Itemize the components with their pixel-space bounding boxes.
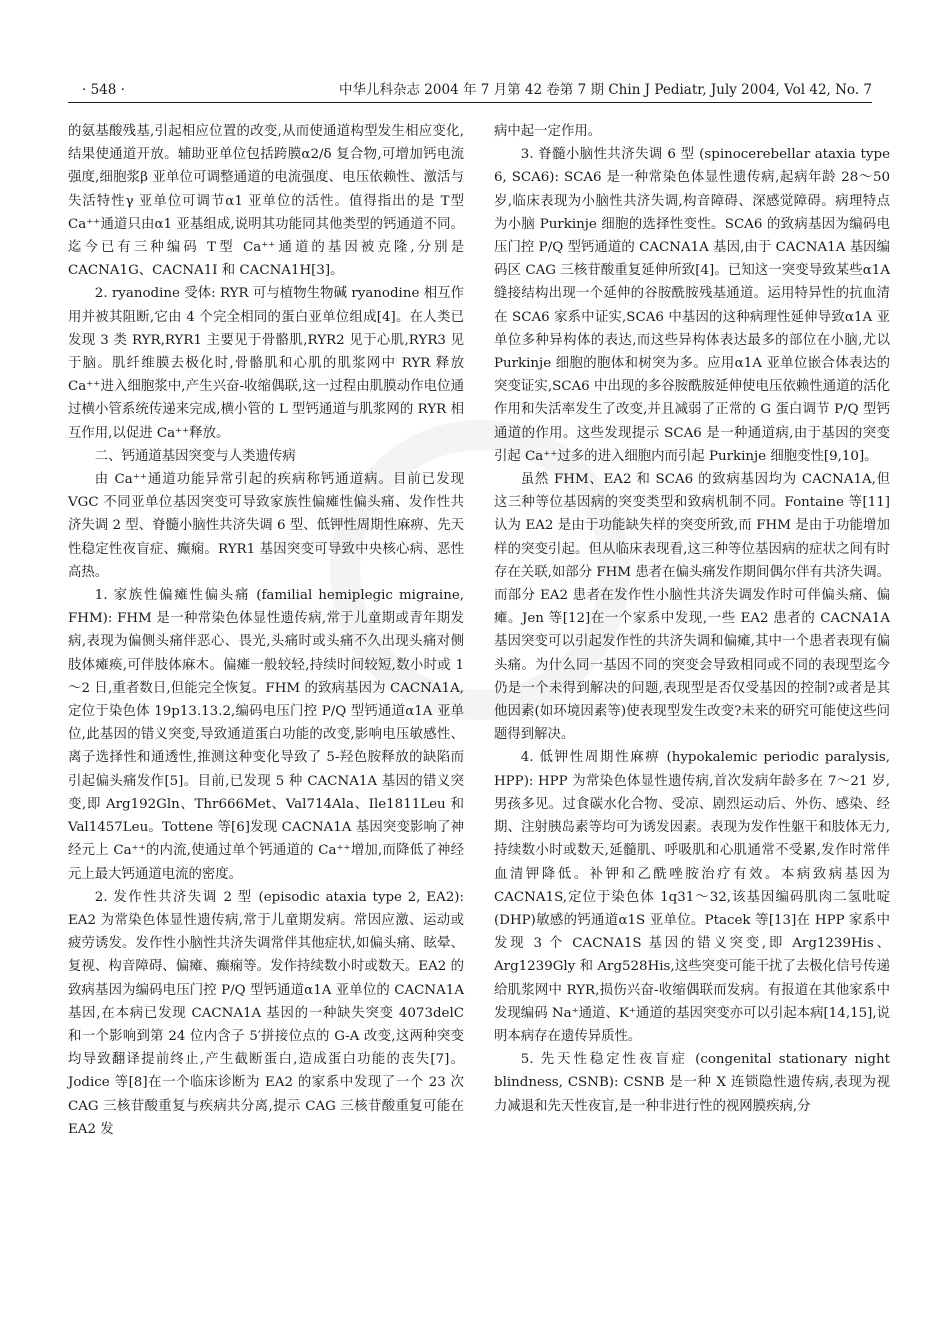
page-number: · 548 ·	[82, 82, 125, 98]
paragraph: 1. 家族性偏瘫性偏头痛 (familial hemiplegic migraine, FHM): FHM 是一种常染色体显性遗传病,常于儿童期或青年期发病,表现为偏侧头痛伴恶心、畏光,头痛时或头痛不久出现头痛对侧肢体瘫痪,可伴肢体麻木。偏瘫一般较轻,持续时间较短,数小时或 1～2 日,重者数日,但能完全恢复。FHM 的致病基因为 CACNA1A,定位于染色体 19p13.13.2,编码电压门控 P/Q 型钙通道α1A 亚单位,此基因的错义突变,导致通道蛋白功能的改变,影响电压敏感性、离子选择性和通透性,推测这种变化导致了 5-羟色胺释放的缺陷而引起偏头痛发作[5]。目前,已发现 5 种 CACNA1A 基因的错义突变,即 Arg192Gln、Thr666Met、Val714Ala、Ile1811Leu 和 Val1457Leu。Tottene 等[6]发现 CACNA1A 基因突变影响了神经元上 Ca⁺⁺的内流,使通过单个钙通道的 Ca⁺⁺增加,而降低了神经元上最大钙通道电流的密度。	[68, 588, 464, 882]
paragraph: 3. 脊髓小脑性共济失调 6 型 (spinocerebellar ataxia type 6, SCA6): SCA6 是一种常染色体显性遗传病,起病年龄 28～50岁,临床表现为小脑性共济失调,构音障碍、深感觉障碍。病理特点为小脑 Purkinje 细胞的选择性变性。SCA6 的致病基因为编码电压门控 P/Q 型钙通道的 CACNA1A 基因,由于 CACNA1A 基因编码区 CAG 三核苷酸重复延伸所致[4]。已知这一突变导致某些α1A 缝接结构出现一个延伸的谷胺酰胺残基通道。运用特异性的抗血清在 SCA6 家系中证实,SCA6 中基因的这种病理性延伸导致α1A 亚单位多种异构体的表达,而这些异构体表达最多的部位在小脑,尤以 Purkinje 细胞的胞体和树突为多。应用α1A 亚单位嵌合体表达的突变证实,SCA6 中出现的多谷胺酰胺延伸使电压依赖性通道的活化作用和失活率发生了改变,并且减弱了正常的 G 蛋白调节 P/Q 型钙通道的作用。这些发现提示 SCA6 是一种通道病,由于基因的突变引起 Ca⁺⁺过多的进入细胞内而引起 Purkinje 细胞变性[9,10]。	[494, 147, 890, 464]
journal-citation: 中华儿科杂志 2004 年 7 月第 42 卷第 7 期 Chin J Pediatr, July 2004, Vol 42, No. 7	[339, 82, 872, 98]
paragraph: 的氨基酸残基,引起相应位置的改变,从而使通道构型发生相应变化,结果使通道开放。辅助亚单位包括跨膜α2/δ 复合物,可增加钙电流强度,细胞浆β 亚单位可调整通道的电流强度、电压依赖性、激活与失活特性γ 亚单位可调节α1 亚单位的活性。值得指出的是 T型 Ca⁺⁺通道只由α1 亚基组成,说明其功能同其他类型的钙通道不同。迄今已有三种编码 T型 Ca⁺⁺通道的基因被克隆,分别是 CACNA1G、CACNA1I 和 CACNA1H[3]。	[68, 124, 464, 279]
paragraph: 2. ryanodine 受体: RYR 可与植物生物碱 ryanodine 相互作用并被其阻断,它由 4 个完全相同的蛋白亚单位组成[4]。在人类已发现 3 类 RYR,RYR1 主要见于骨骼肌,RYR2 见于心肌,RYR3 见于脑。肌纤维膜去极化时,骨骼肌和心肌的肌浆网中 RYR 释放 Ca⁺⁺进入细胞浆中,产生兴奋-收缩偶联,这一过程由肌膜动作电位通过横小管系统传递来完成,横小管的 L 型钙通道与肌浆网的 RYR 相互作用,以促进 Ca⁺⁺释放。	[68, 286, 464, 441]
section-heading: 二、钙通道基因突变与人类遗传病	[94, 448, 296, 464]
left-column	[68, 120, 464, 1141]
running-header	[68, 78, 872, 103]
paragraph: 由 Ca⁺⁺通道功能异常引起的疾病称钙通道病。目前已发现 VGC 不同亚单位基因突变可导致家族性偏瘫性偏头痛、发作性共济失调 2 型、脊髓小脑性共济失调 6 型、低钾性周期性麻痹、先天性稳定性夜盲症、癫痫。RYR1 基因突变可导致中央核心病、恶性高热。	[68, 472, 464, 580]
paragraph: 虽然 FHM、EA2 和 SCA6 的致病基因均为 CACNA1A,但这三种等位基因病的突变类型和致病机制不同。Fontaine 等[11]认为 EA2 是由于功能缺失样的突变所致,而 FHM 是由于功能增加样的突变引起。但从临床表现看,这三种等位基因病的症状之间有时存在关联,如部分 FHM 患者在偏头痛发作期间偶尔伴有共济失调。而部分 EA2 患者在发作性小脑性共济失调发作时可伴偏头痛、偏瘫。Jen 等[12]在一个家系中发现,一些 EA2 患者的 CACNA1A 基因突变可以引起发作性的共济失调和偏瘫,其中一个患者表现有偏头痛。为什么同一基因不同的突变会导致相同或不同的表现型迄今仍是一个未得到解决的问题,表现型是否仅受基因的控制?或者是其他因素(如环境因素等)使表现型发生改变?未来的研究可能使这些问题得到解决。	[494, 472, 890, 743]
paragraph: 4. 低钾性周期性麻痹 (hypokalemic periodic paralysis, HPP): HPP 为常染色体显性遗传病,首次发病年龄多在 7～21 岁,男孩多见。过食碳水化合物、受凉、剧烈运动后、外伤、感染、经期、注射胰岛素等均可为诱发因素。表现为发作性躯干和肢体无力,持续数小时或数天,延髓肌、呼吸肌和心肌通常不受累,发作时常伴血清钾降低。补钾和乙酰唑胺治疗有效。本病致病基因为 CACNA1S,定位于染色体 1q31～32,该基因编码肌肉二氢吡啶(DHP)敏感的钙通道α1S 亚单位。Ptacek 等[13]在 HPP 家系中发现 3 个 CACNA1S 基因的错义突变,即 Arg1239His、Arg1239Gly 和 Arg528His,这些突变可能干扰了去极化信号传递给肌浆网中 RYR,损伤兴奋-收缩偶联而发病。有报道在其他家系中发现编码 Na⁺通道、K⁺通道的基因突变亦可以引起本病[14,15],说明本病存在遗传异质性。	[494, 750, 890, 1044]
paragraph: 病中起一定作用。	[494, 124, 602, 139]
right-column	[494, 120, 890, 1118]
paragraph: 2. 发作性共济失调 2 型 (episodic ataxia type 2, EA2): EA2 为常染色体显性遗传病,常于儿童期发病。常因应激、运动或疲劳诱发。发作性小脑性共济失调常伴其他症状,如偏头痛、眩晕、复视、构音障碍、偏瘫、癫痫等。发作持续数小时或数天。EA2 的致病基因为编码电压门控 P/Q 型钙通道α1A 亚单位的 CACNA1A 基因,在本病已发现 CACNA1A 基因的一种缺失突变 4073delC 和一个影响到第 24 位内含子 5′拼接位点的 G-A 改变,这两种突变均导致翻译提前终止,产生截断蛋白,造成蛋白功能的丧失[7]。Jodice 等[8]在一个临床诊断为 EA2 的家系中发现了一个 23 次 CAG 三核苷酸重复与疾病共分离,提示 CAG 三核苷酸重复可能在 EA2 发	[68, 889, 464, 1137]
paragraph: 5. 先天性稳定性夜盲症 (congenital stationary night blindness, CSNB): CSNB 是一种 X 连锁隐性遗传病,表现为视力减退和先天性夜盲,是一种非进行性的视网膜疾病,分	[494, 1052, 890, 1114]
